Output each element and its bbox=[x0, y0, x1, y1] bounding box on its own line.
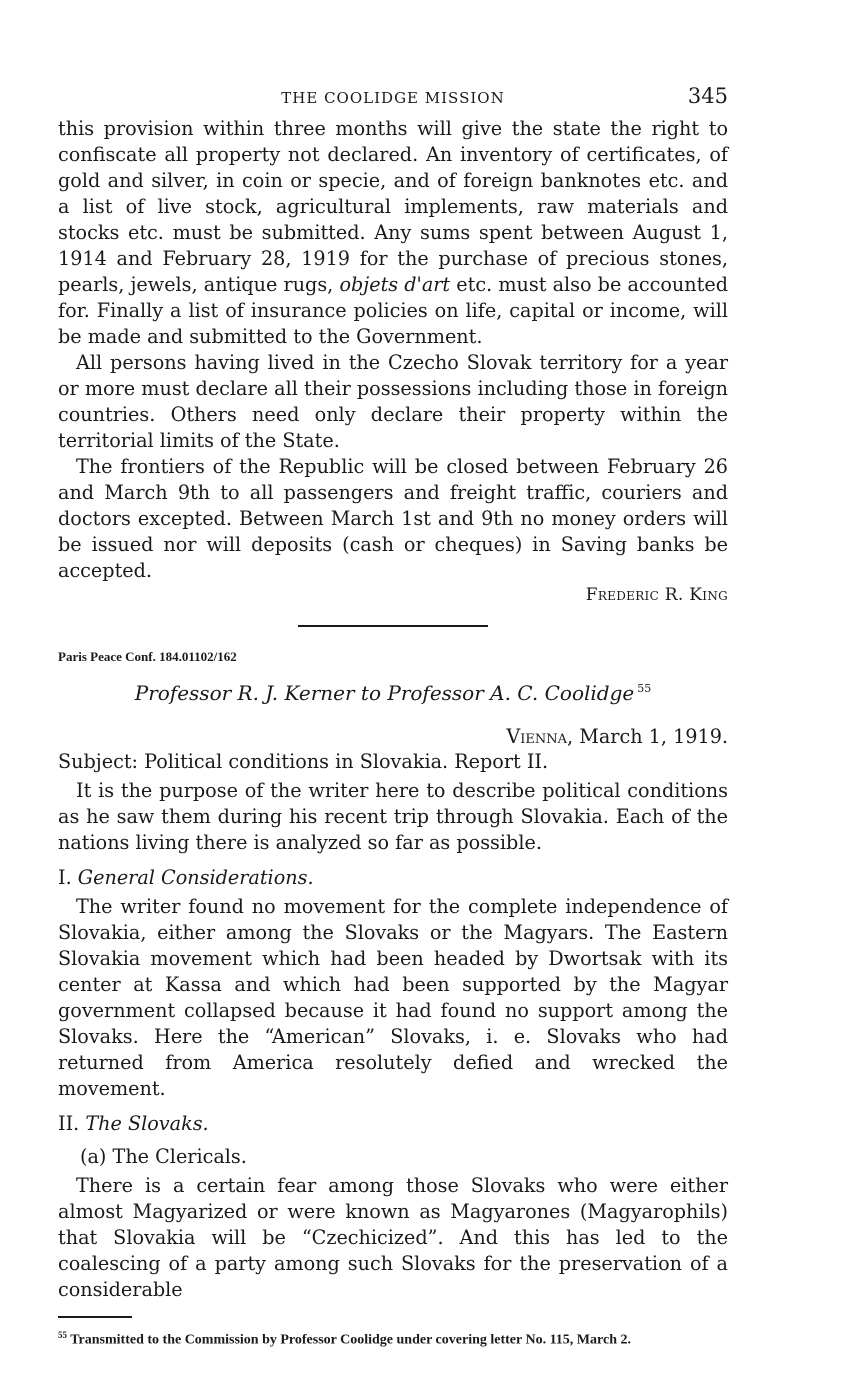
paragraph-general: The writer found no movement for the complete independence of Slovakia, either among the Slovaks or the Magyars. The Eastern Slovakia movement which had been headed by Dwortsak with its center at Kassa and which had been supported by the Magyar government collapsed because it had found no support among the Slovaks. Here the “American” Slovaks, i. e. Slovaks who had returned from America resolutely defied and wrecked the movement. bbox=[58, 895, 728, 1100]
paragraph-frontiers: The frontiers of the Republic will be closed between February 26 and March 9th to all passengers and freight traffic, couriers and doctors excepted. Between March 1st and 9th no money orders will be issued nor will deposits (cash or cheques) in Saving banks be accepted. bbox=[58, 455, 728, 582]
footnote-marker: 55 bbox=[637, 682, 652, 696]
footnote-text: Transmitted to the Commission by Professor Coolidge under covering letter No. 115, March 2. bbox=[70, 1332, 631, 1348]
paragraph-clericals: There is a certain fear among those Slovaks who were either almost Magyarized or were known as Magyarones (Magyarophils) that Slovakia will be “Czechicized”. And this has led to the coalescing of a party among such Slovaks for the preservation of a considerable bbox=[58, 1174, 728, 1301]
paragraph-continuation bbox=[58, 116, 728, 350]
section-title: The Slovaks. bbox=[85, 1112, 209, 1135]
paragraph-intro: It is the purpose of the writer here to describe political conditions as he saw them during his recent trip through Slovakia. Each of the nations living there is analyzed so far as possible. bbox=[58, 779, 728, 854]
dateline bbox=[58, 725, 728, 748]
section-number: I. bbox=[58, 866, 78, 889]
running-header bbox=[58, 82, 728, 116]
subsection-title: The Clericals. bbox=[106, 1145, 247, 1168]
running-title: THE COOLIDGE MISSION bbox=[281, 89, 505, 107]
footnote-divider bbox=[58, 1316, 132, 1318]
paragraph-text: this provision within three months will give the state the right to confiscate all property not declared. An inventory of certificates, of gold and silver, in coin or specie, and of foreign banknotes etc. and a list of live stock, agricultural implements, raw materials and stocks etc. must be submitted. Any sums spent between August 1, 1914 and February 28, 1919 for the purchase of precious stones, pearls, jewels, antique rugs, bbox=[58, 117, 728, 296]
section-number: II. bbox=[58, 1112, 86, 1135]
document-title-text: Professor R. J. Kerner to Professor A. C. Coolidge bbox=[134, 681, 635, 705]
section-heading-slovaks bbox=[58, 1112, 728, 1135]
page-number: 345 bbox=[687, 84, 728, 108]
footnote-number: 55 bbox=[58, 1330, 67, 1340]
footnote bbox=[58, 1325, 728, 1351]
dateline-place: Vienna bbox=[506, 725, 567, 748]
italic-phrase: objets d'art bbox=[339, 273, 451, 296]
paragraph-persons: All persons having lived in the Czecho Slovak territory for a year or more must declare all their possessions including those in foreign countries. Others need only declare their property within the territorial limits of the State. bbox=[58, 351, 728, 452]
section-title: General Considerations. bbox=[77, 866, 314, 889]
signature: Frederic R. King bbox=[585, 585, 728, 605]
paragraph-text: etc. must also be accounted for. Finally a list of insurance policies on life, capital or income, will be made and submitted to the Government. bbox=[58, 273, 728, 348]
subsection-marker: (a) bbox=[80, 1145, 107, 1168]
subsection-heading-clericals bbox=[58, 1145, 728, 1168]
subject-line: Subject: Political conditions in Slovakia. Report II. bbox=[58, 750, 549, 773]
dateline-date: , March 1, 1919. bbox=[567, 725, 728, 748]
document-title bbox=[58, 681, 728, 705]
section-divider bbox=[298, 625, 488, 627]
section-heading-general bbox=[58, 866, 728, 889]
document-page bbox=[58, 82, 728, 1351]
file-reference: Paris Peace Conf. 184.01102/162 bbox=[58, 649, 237, 664]
